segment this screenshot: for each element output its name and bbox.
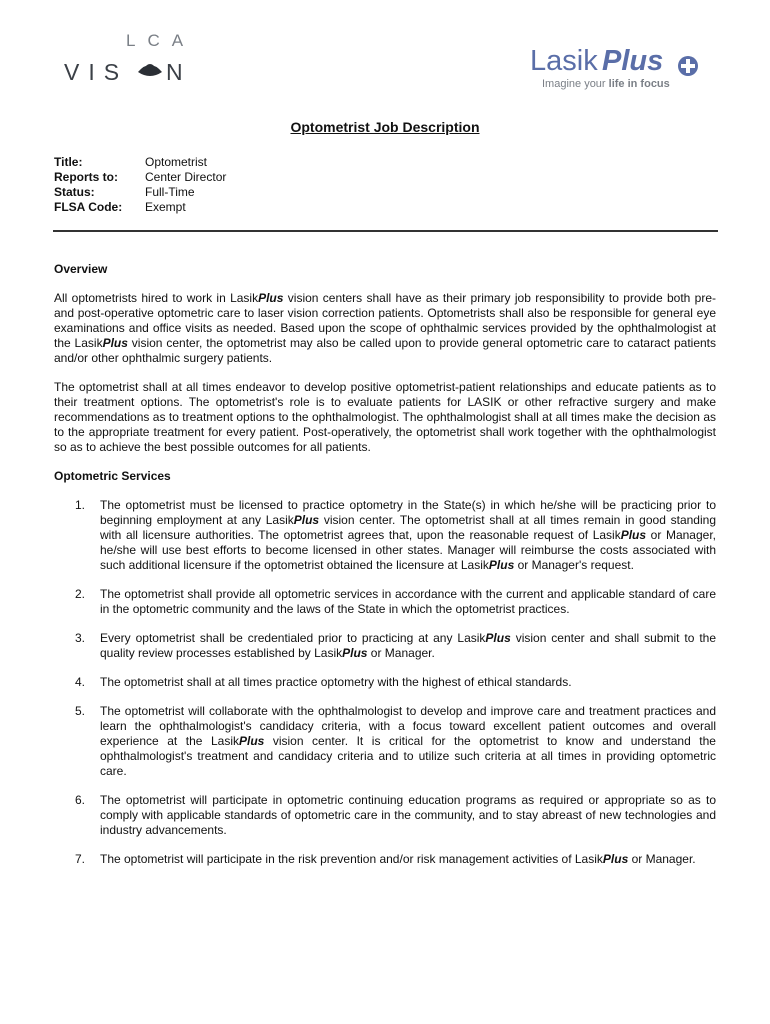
- overview-paragraph-2: The optometrist shall at all times endeavor to develop positive optometrist-patient relationships and educate patients as to their treatment options. The optometrist's role is to evaluate patients for LASIK or other refractive surgery and make recommendations as to treatment options to the ophthalmologist. The ophthalmologist shall at all times make the decision as to the appropriate treatment for every patient. Post-operatively, the optometrist shall work together with the ophthalmologist so as to achieve the best possible outcomes for all patients.: [54, 380, 716, 454]
- list-item: 4. The optometrist shall at all times practice optometry with the highest of ethical standards.: [75, 675, 572, 689]
- meta-label: Title:: [54, 155, 83, 169]
- meta-label: FLSA Code:: [54, 200, 123, 214]
- meta-value: Exempt: [145, 200, 186, 214]
- meta-value: Optometrist: [145, 155, 208, 169]
- document-body: [54, 262, 716, 881]
- list-item: 2. The optometrist shall provide all optometric services in accordance with the current and applicable standard of care in the optometric community and the laws of the State in which the optometrist practices.: [75, 587, 716, 616]
- svg-text:VIS: VIS: [64, 59, 129, 85]
- svg-text:Lasik: Lasik: [530, 45, 598, 77]
- list-item: 7. The optometrist will participate in the risk prevention and/or risk management activities of LasikPlus or Manager.: [75, 852, 696, 866]
- meta-row-flsa-code: [54, 200, 226, 215]
- svg-text:Imagine your life in focus: Imagine your life in focus: [542, 78, 670, 90]
- meta-label: Reports to:: [54, 170, 118, 184]
- meta-row-reports-to: [54, 170, 226, 185]
- overview-paragraph-1: All optometrists hired to work in LasikPlus vision centers shall have as their primary job responsibility to provide both pre- and post-operative optometric care to laser vision correction patients. Optometrists shall also be responsible for general eye examinations and office visits as needed. Based upon the scope of ophthalmic services provided by the ophthalmologist at the LasikPlus vision center, the optometrist may also be called upon to provide general optometric care to cataract patients and/or other ophthalmic surgery patients.: [54, 291, 717, 365]
- svg-text:Plus: Plus: [602, 45, 664, 77]
- section-divider: [53, 230, 718, 232]
- services-list: [54, 498, 716, 867]
- list-item: 6. The optometrist will participate in optometric continuing education programs as required or appropriate so as to comply with applicable standards of optometric care in the community, and to stay abreast of new technologies and industry advancements.: [75, 793, 716, 837]
- lasikplus-logo: [528, 40, 708, 92]
- meta-row-status: [54, 185, 226, 200]
- svg-text:LCA: LCA: [126, 31, 196, 50]
- svg-text:N: N: [166, 59, 183, 85]
- services-heading: Optometric Services: [54, 469, 171, 483]
- list-item: 5. The optometrist will collaborate with the ophthalmologist to develop and improve care and treatment practices and learn the ophthalmologist's candidacy criteria, with a focus toward excellent patient outcomes and overall experience at the LasikPlus vision center. It is critical for the optometrist to know and understand the ophthalmologist's treatment and candidacy criteria and to utilize such criteria at all times in providing optometric care.: [75, 704, 716, 778]
- meta-row-title: [54, 155, 226, 170]
- overview-heading: Overview: [54, 262, 108, 276]
- job-meta: [54, 155, 226, 215]
- list-item: 1. The optometrist must be licensed to practice optometry in the State(s) in which he/she will be practicing prior to beginning employment at any LasikPlus vision center. The optometrist shall at all times remain in good standing with all licensure authorities. The optometrist agrees that, upon the reasonable request of LasikPlus or Manager, he/she will use best efforts to become licensed in other states. Manager will reimburse the costs associated with such additional licensure if the optometrist obtained the licensure at LasikPlus or Manager's request.: [75, 498, 716, 572]
- meta-value: Full-Time: [145, 185, 195, 199]
- list-item: 3. Every optometrist shall be credentialed prior to practicing at any LasikPlus vision center and shall submit to the quality review processes established by LasikPlus or Manager.: [75, 631, 716, 660]
- lca-vision-logo: [62, 30, 202, 86]
- meta-label: Status:: [54, 185, 95, 199]
- document-title: Optometrist Job Description: [290, 119, 480, 135]
- meta-value: Center Director: [145, 170, 227, 184]
